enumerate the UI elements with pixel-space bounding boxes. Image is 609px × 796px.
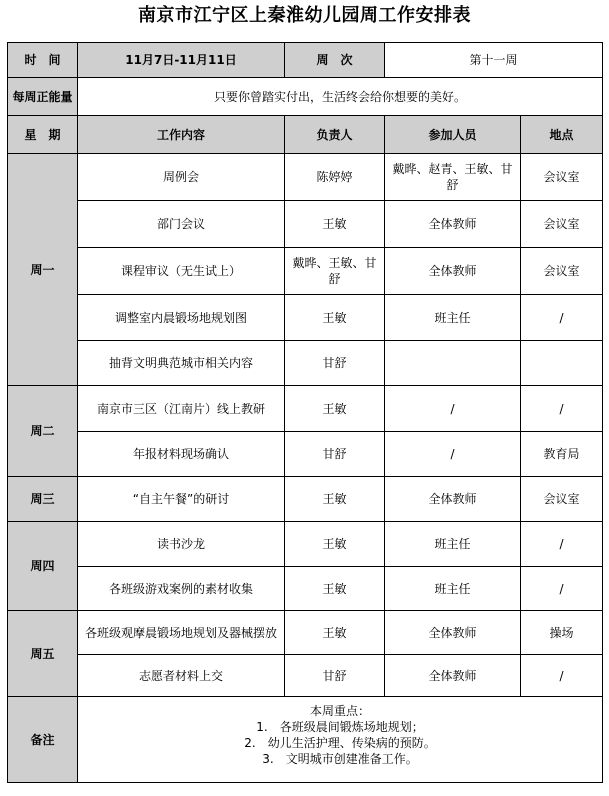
- table-row: [8, 295, 603, 341]
- task-participants: 全体教师: [385, 611, 521, 655]
- task-participants: [385, 341, 521, 386]
- table-row: [8, 201, 603, 248]
- task-participants: 班主任: [385, 567, 521, 611]
- col-day: 星 期: [8, 116, 78, 154]
- day-monday: 周一: [8, 154, 78, 386]
- task-location: 教育局: [521, 432, 603, 477]
- notes-item: 1. 各班级晨间锻炼场地规划；: [256, 720, 424, 734]
- time-label: 时 间: [8, 43, 78, 78]
- task-participants: 全体教师: [385, 655, 521, 697]
- notes-row: [8, 697, 603, 783]
- task-owner: 戴晔、王敏、甘舒: [285, 248, 385, 295]
- task-content: 课程审议（无生试上）: [78, 248, 285, 295]
- task-owner: 王敏: [285, 386, 385, 432]
- task-content: 读书沙龙: [78, 522, 285, 567]
- task-location: 操场: [521, 611, 603, 655]
- task-content: 部门会议: [78, 201, 285, 248]
- task-location: [521, 341, 603, 386]
- task-owner: 王敏: [285, 201, 385, 248]
- time-value: 11月7日-11月11日: [78, 43, 285, 78]
- task-owner: 王敏: [285, 295, 385, 341]
- task-content: “自主午餐”的研讨: [78, 477, 285, 522]
- task-owner: 王敏: [285, 522, 385, 567]
- task-content: 各班级游戏案例的素材收集: [78, 567, 285, 611]
- task-location: 会议室: [521, 477, 603, 522]
- task-location: /: [521, 386, 603, 432]
- table-row: [8, 477, 603, 522]
- task-participants: /: [385, 432, 521, 477]
- schedule-table: [7, 42, 603, 783]
- task-location: /: [521, 522, 603, 567]
- notes-title: 本周重点：: [310, 704, 371, 718]
- task-owner: 甘舒: [285, 655, 385, 697]
- table-row: [8, 567, 603, 611]
- task-owner: 甘舒: [285, 432, 385, 477]
- table-row: [8, 341, 603, 386]
- task-location: 会议室: [521, 154, 603, 201]
- column-header-row: [8, 116, 603, 154]
- table-row: [8, 248, 603, 295]
- task-participants: 班主任: [385, 522, 521, 567]
- task-content: 调整室内晨锻场地规划图: [78, 295, 285, 341]
- page-title: 南京市江宁区上秦淮幼儿园周工作安排表: [138, 5, 471, 26]
- motto-row: [8, 78, 603, 116]
- task-location: /: [521, 567, 603, 611]
- col-owner: 负责人: [285, 116, 385, 154]
- day-thursday: 周四: [8, 522, 78, 611]
- col-content: 工作内容: [78, 116, 285, 154]
- task-content: 南京市三区（江南片）线上教研: [78, 386, 285, 432]
- task-content: 年报材料现场确认: [78, 432, 285, 477]
- task-participants: 戴晔、赵青、王敏、甘舒: [385, 154, 521, 201]
- day-wednesday: 周三: [8, 477, 78, 522]
- table-row: [8, 154, 603, 201]
- header-row: [8, 43, 603, 78]
- notes-body: [78, 697, 603, 783]
- motto-text: 只要你曾踏实付出，生活终会给你想要的美好。: [78, 78, 603, 116]
- table-row: [8, 611, 603, 655]
- task-participants: 全体教师: [385, 248, 521, 295]
- task-participants: 全体教师: [385, 477, 521, 522]
- table-row: [8, 522, 603, 567]
- week-value: 第十一周: [385, 43, 603, 78]
- task-owner: 陈婷婷: [285, 154, 385, 201]
- task-location: /: [521, 655, 603, 697]
- task-owner: 王敏: [285, 567, 385, 611]
- col-participants: 参加人员: [385, 116, 521, 154]
- week-label: 周 次: [285, 43, 385, 78]
- task-content: 抽背文明典范城市相关内容: [78, 341, 285, 386]
- task-owner: 甘舒: [285, 341, 385, 386]
- task-participants: /: [385, 386, 521, 432]
- col-location: 地点: [521, 116, 603, 154]
- task-content: 各班级观摩晨锻场地规划及器械摆放: [78, 611, 285, 655]
- day-tuesday: 周二: [8, 386, 78, 477]
- task-location: 会议室: [521, 248, 603, 295]
- notes-label: 备注: [8, 697, 78, 783]
- task-location: 会议室: [521, 201, 603, 248]
- task-content: 志愿者材料上交: [78, 655, 285, 697]
- task-location: /: [521, 295, 603, 341]
- notes-item: 3. 文明城市创建准备工作。: [262, 752, 418, 766]
- table-row: [8, 432, 603, 477]
- task-content: 周例会: [78, 154, 285, 201]
- task-participants: 全体教师: [385, 201, 521, 248]
- notes-item: 2. 幼儿生活护理、传染病的预防。: [244, 736, 436, 750]
- task-owner: 王敏: [285, 477, 385, 522]
- task-participants: 班主任: [385, 295, 521, 341]
- day-friday: 周五: [8, 611, 78, 697]
- motto-label: 每周正能量: [8, 78, 78, 116]
- table-row: [8, 655, 603, 697]
- table-row: [8, 386, 603, 432]
- task-owner: 王敏: [285, 611, 385, 655]
